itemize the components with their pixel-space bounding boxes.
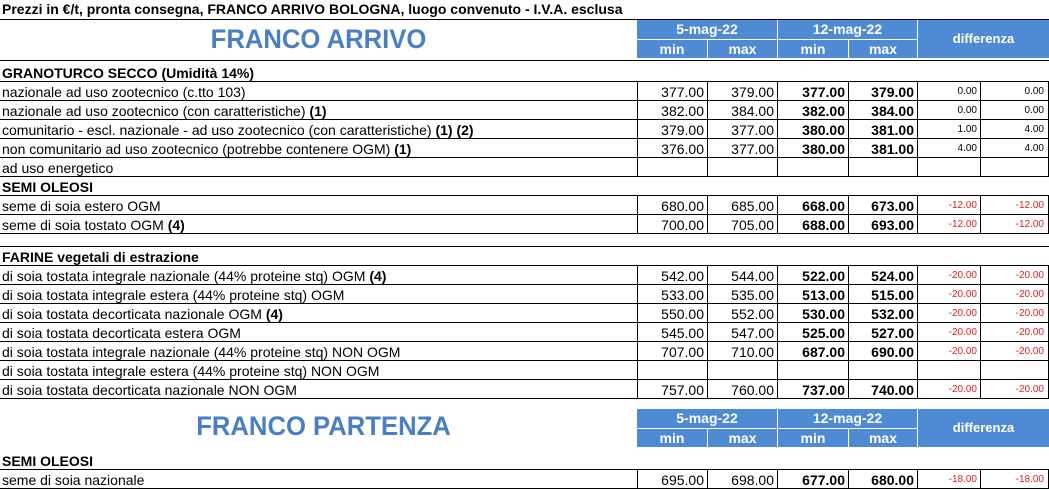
- price-cell: 515.00: [871, 287, 914, 303]
- cell-border: [777, 380, 778, 398]
- category-heading: [2, 178, 93, 196]
- row-label-text: di soia tostata integrale nazionale (44% proteine stq) NON OGM: [2, 344, 401, 360]
- price-cell: 532.00: [871, 306, 914, 322]
- price-cell: 377.00: [731, 141, 774, 157]
- row-border: [0, 303, 1049, 304]
- cell-border: [848, 470, 849, 488]
- cell-border: [707, 304, 708, 322]
- cell-border: [777, 304, 778, 322]
- diff-header: differenza: [918, 20, 1049, 58]
- row-border: [0, 379, 1049, 380]
- diff-cell: 4.00: [1024, 143, 1044, 154]
- cell-border: [917, 196, 918, 214]
- cell-border: [917, 304, 918, 322]
- price-cell: 513.00: [802, 287, 845, 303]
- price-cell: 381.00: [871, 122, 914, 138]
- cell-border: [848, 361, 849, 379]
- price-cell: 524.00: [871, 268, 914, 284]
- cell-border: [777, 158, 778, 176]
- price-cell: 760.00: [731, 382, 774, 398]
- price-cell: 700.00: [661, 217, 704, 233]
- row-label: [2, 197, 161, 215]
- row-border: [0, 195, 1049, 196]
- footnote-ref: (1): [309, 103, 327, 119]
- cell-border: [637, 304, 638, 322]
- price-cell: 690.00: [871, 344, 914, 360]
- row-label-text: di soia tostata decorticata nazionale OGM: [2, 306, 266, 322]
- category-heading: [2, 248, 199, 266]
- cell-border: [917, 82, 918, 100]
- franco-arrivo-title: FRANCO ARRIVO: [210, 24, 427, 54]
- date1-header-2: 5-mag-22: [637, 409, 777, 428]
- row-label: [2, 471, 144, 489]
- min1-header: min: [637, 40, 707, 58]
- price-cell: 737.00: [802, 382, 845, 398]
- price-cell: 377.00: [661, 84, 704, 100]
- row-border: [0, 488, 1049, 489]
- cell-border: [707, 380, 708, 398]
- diff-cell: 0.00: [1024, 86, 1044, 97]
- cell-border: [980, 215, 981, 233]
- cell-border: [848, 101, 849, 119]
- price-cell: 707.00: [661, 344, 704, 360]
- row-border: [0, 138, 1049, 139]
- row-label-text: seme di soia nazionale: [2, 472, 145, 488]
- cell-border: [707, 82, 708, 100]
- cell-border: [707, 361, 708, 379]
- cell-border: [980, 158, 981, 176]
- cell-border: [917, 470, 918, 488]
- row-label-text: SEMI OLEOSI: [2, 179, 94, 195]
- diff-cell: -20.00: [948, 270, 977, 281]
- cell-border: [917, 342, 918, 360]
- cell-border: [917, 215, 918, 233]
- price-cell: 377.00: [802, 84, 845, 100]
- cell-border: [980, 380, 981, 398]
- cell-border: [848, 120, 849, 138]
- header-border: [0, 60, 1049, 61]
- cell-border: [707, 139, 708, 157]
- row-border: [0, 284, 1049, 285]
- cell-border: [980, 285, 981, 303]
- cell-border: [917, 101, 918, 119]
- cell-border: [637, 361, 638, 379]
- price-cell: 740.00: [871, 382, 914, 398]
- row-label-text: nazionale ad uso zootecnico (c.tto 103): [2, 84, 246, 100]
- cell-border: [707, 120, 708, 138]
- price-cell: 698.00: [731, 472, 774, 488]
- cell-border: [777, 266, 778, 284]
- min1-header-2: min: [637, 429, 707, 447]
- row-border: [0, 265, 1049, 266]
- price-cell: 376.00: [661, 141, 704, 157]
- diff-cell: 4.00: [957, 143, 977, 154]
- row-label-text: di soia tostata integrale nazionale (44% proteine stq) OGM: [2, 268, 370, 284]
- cell-border: [777, 196, 778, 214]
- cell-border: [707, 323, 708, 341]
- diff-cell: -12.00: [1015, 200, 1044, 211]
- diff-cell: -12.00: [1015, 219, 1044, 230]
- cell-border: [980, 82, 981, 100]
- top-border: [0, 19, 1049, 20]
- row-label: [2, 381, 297, 399]
- row-label-text: di soia tostata decorticata estera OGM: [2, 325, 241, 341]
- min2-header: min: [778, 40, 848, 58]
- price-cell: 382.00: [802, 103, 845, 119]
- row-border: [0, 246, 1049, 247]
- cell-border: [980, 361, 981, 379]
- row-border: [0, 100, 1049, 101]
- cell-border: [637, 82, 638, 100]
- price-cell: 705.00: [731, 217, 774, 233]
- cell-border: [777, 342, 778, 360]
- diff-cell: -20.00: [948, 308, 977, 319]
- cell-border: [707, 196, 708, 214]
- cell-border: [637, 101, 638, 119]
- cell-border: [848, 380, 849, 398]
- price-cell: 673.00: [871, 198, 914, 214]
- diff-cell: 0.00: [1024, 105, 1044, 116]
- price-cell: 379.00: [731, 84, 774, 100]
- footnote-ref: (1): [394, 141, 412, 157]
- row-label: [2, 102, 327, 120]
- cell-border: [707, 342, 708, 360]
- cell-border: [980, 342, 981, 360]
- price-cell: 547.00: [731, 325, 774, 341]
- price-cell: 525.00: [802, 325, 845, 341]
- row-label-text: di soia tostata integrale estera (44% proteine stq) OGM: [2, 287, 345, 303]
- price-cell: 552.00: [731, 306, 774, 322]
- price-cell: 379.00: [661, 122, 704, 138]
- diff-cell: -20.00: [1015, 289, 1044, 300]
- row-label: [2, 83, 246, 101]
- cell-border: [980, 304, 981, 322]
- cell-border: [848, 304, 849, 322]
- row-label: [2, 159, 113, 177]
- cell-border: [980, 139, 981, 157]
- cell-border: [707, 285, 708, 303]
- max2-header: max: [849, 40, 917, 58]
- diff-cell: -20.00: [1015, 308, 1044, 319]
- row-border: [0, 119, 1049, 120]
- diff-cell: -20.00: [948, 327, 977, 338]
- price-cell: 377.00: [731, 122, 774, 138]
- diff-cell: -20.00: [1015, 327, 1044, 338]
- cell-border: [777, 470, 778, 488]
- cell-border: [637, 266, 638, 284]
- diff-cell: -20.00: [1015, 346, 1044, 357]
- category-heading: [2, 452, 93, 470]
- franco-partenza-header: [0, 409, 1049, 447]
- cell-border: [637, 120, 638, 138]
- cell-border: [637, 196, 638, 214]
- cell-border: [637, 158, 638, 176]
- cell-border: [707, 266, 708, 284]
- cell-border: [777, 139, 778, 157]
- cell-border: [637, 139, 638, 157]
- category-heading: [2, 64, 254, 82]
- page-title: Prezzi in €/t, pronta consegna, FRANCO ARRIVO BOLOGNA, luogo convenuto - I.V.A. esclusa: [2, 1, 623, 17]
- row-border: [0, 214, 1049, 215]
- row-border: [0, 322, 1049, 323]
- date2-header-2: 12-mag-22: [778, 409, 917, 428]
- row-label: [2, 362, 379, 380]
- row-label: [2, 324, 241, 342]
- row-border: [0, 341, 1049, 342]
- price-cell: 530.00: [802, 306, 845, 322]
- price-cell: 680.00: [871, 472, 914, 488]
- price-cell: 379.00: [871, 84, 914, 100]
- row-label-text: FARINE vegetali di estrazione: [2, 249, 199, 265]
- price-cell: 522.00: [802, 268, 845, 284]
- cell-border: [777, 285, 778, 303]
- diff-cell: 0.00: [957, 105, 977, 116]
- cell-border: [980, 266, 981, 284]
- cell-border: [777, 101, 778, 119]
- price-cell: 677.00: [802, 472, 845, 488]
- row-label-text: nazionale ad uso zootecnico (con caratteristiche): [2, 103, 310, 119]
- cell-border: [917, 158, 918, 176]
- cell-border: [917, 361, 918, 379]
- row-border: [0, 360, 1049, 361]
- price-cell: 380.00: [802, 141, 845, 157]
- diff-cell: -20.00: [948, 384, 977, 395]
- date1-header: 5-mag-22: [637, 20, 777, 39]
- price-cell: 544.00: [731, 268, 774, 284]
- diff-cell: -12.00: [948, 219, 977, 230]
- max1-header: max: [708, 40, 777, 58]
- cell-border: [637, 380, 638, 398]
- row-label-text: non comunitario ad uso zootecnico (potrebbe contenere OGM): [2, 141, 395, 157]
- diff-cell: 1.00: [957, 124, 977, 135]
- row-label: [2, 140, 411, 158]
- row-border: [0, 398, 1049, 399]
- row-label: [2, 305, 283, 323]
- cell-border: [707, 215, 708, 233]
- diff-cell: -20.00: [948, 289, 977, 300]
- diff-cell: -18.00: [948, 474, 977, 485]
- cell-border: [777, 82, 778, 100]
- row-label-text: di soia tostata integrale estera (44% proteine stq) NON OGM: [2, 363, 380, 379]
- cell-border: [848, 82, 849, 100]
- cell-border: [980, 101, 981, 119]
- cell-border: [848, 285, 849, 303]
- min2-header-2: min: [778, 429, 848, 447]
- price-cell: 381.00: [871, 141, 914, 157]
- date2-header: 12-mag-22: [778, 20, 917, 39]
- row-label: [2, 216, 185, 234]
- footnote-ref: (4): [369, 268, 387, 284]
- cell-border: [917, 139, 918, 157]
- cell-border: [637, 342, 638, 360]
- cell-border: [980, 196, 981, 214]
- cell-border: [848, 323, 849, 341]
- price-cell: 668.00: [802, 198, 845, 214]
- row-label: [2, 286, 344, 304]
- diff-cell: 0.00: [957, 86, 977, 97]
- price-cell: 535.00: [731, 287, 774, 303]
- price-cell: 542.00: [661, 268, 704, 284]
- row-border: [0, 469, 1049, 470]
- cell-border: [980, 120, 981, 138]
- price-cell: 710.00: [731, 344, 774, 360]
- diff-cell: -18.00: [1015, 474, 1044, 485]
- diff-header-2: differenza: [918, 409, 1049, 447]
- cell-border: [637, 215, 638, 233]
- row-border: [0, 157, 1049, 158]
- cell-border: [777, 323, 778, 341]
- footnote-ref: (1) (2): [435, 122, 474, 138]
- row-label-text: ad uso energetico: [2, 160, 114, 176]
- row-border: [0, 176, 1049, 177]
- price-cell: 688.00: [802, 217, 845, 233]
- price-cell: 695.00: [661, 472, 704, 488]
- diff-cell: -20.00: [948, 346, 977, 357]
- franco-partenza-title: FRANCO PARTENZA: [196, 411, 451, 441]
- diff-cell: -20.00: [1015, 384, 1044, 395]
- price-cell: 527.00: [871, 325, 914, 341]
- row-label: [2, 267, 386, 285]
- cell-border: [777, 361, 778, 379]
- cell-border: [848, 215, 849, 233]
- price-cell: 687.00: [802, 344, 845, 360]
- max1-header-2: max: [708, 429, 777, 447]
- price-cell: 382.00: [661, 103, 704, 119]
- cell-border: [637, 285, 638, 303]
- price-cell: 380.00: [802, 122, 845, 138]
- cell-border: [917, 120, 918, 138]
- cell-border: [917, 323, 918, 341]
- row-label: [2, 343, 400, 361]
- price-cell: 545.00: [661, 325, 704, 341]
- price-cell: 533.00: [661, 287, 704, 303]
- cell-border: [848, 196, 849, 214]
- max2-header-2: max: [849, 429, 917, 447]
- row-label-text: seme di soia tostato OGM: [2, 217, 168, 233]
- footnote-ref: (4): [167, 217, 185, 233]
- row-label-text: comunitario - escl. nazionale - ad uso zootecnico (con caratteristiche): [2, 122, 436, 138]
- cell-border: [777, 215, 778, 233]
- cell-border: [848, 139, 849, 157]
- franco-arrivo-header: [0, 20, 1049, 58]
- diff-cell: -12.00: [948, 200, 977, 211]
- cell-border: [707, 158, 708, 176]
- diff-cell: 4.00: [1024, 124, 1044, 135]
- cell-border: [707, 470, 708, 488]
- cell-border: [917, 266, 918, 284]
- cell-border: [707, 101, 708, 119]
- price-cell: 685.00: [731, 198, 774, 214]
- cell-border: [848, 342, 849, 360]
- row-border: [0, 81, 1049, 82]
- price-cell: 550.00: [661, 306, 704, 322]
- row-label-text: SEMI OLEOSI: [2, 453, 94, 469]
- cell-border: [637, 323, 638, 341]
- cell-border: [848, 158, 849, 176]
- cell-border: [917, 380, 918, 398]
- row-border: [0, 233, 1049, 234]
- cell-border: [917, 285, 918, 303]
- price-cell: 757.00: [661, 382, 704, 398]
- price-cell: 384.00: [731, 103, 774, 119]
- row-label-text: GRANOTURCO SECCO (Umidità 14%): [2, 65, 255, 81]
- price-cell: 693.00: [871, 217, 914, 233]
- cell-border: [637, 470, 638, 488]
- row-label-text: seme di soia estero OGM: [2, 198, 161, 214]
- cell-border: [848, 266, 849, 284]
- cell-border: [980, 470, 981, 488]
- price-cell: 680.00: [661, 198, 704, 214]
- row-label-text: di soia tostata decorticata nazionale NON OGM: [2, 382, 297, 398]
- cell-border: [777, 120, 778, 138]
- footnote-ref: (4): [265, 306, 283, 322]
- row-label: [2, 121, 474, 139]
- diff-cell: -20.00: [1015, 270, 1044, 281]
- cell-border: [980, 323, 981, 341]
- price-cell: 384.00: [871, 103, 914, 119]
